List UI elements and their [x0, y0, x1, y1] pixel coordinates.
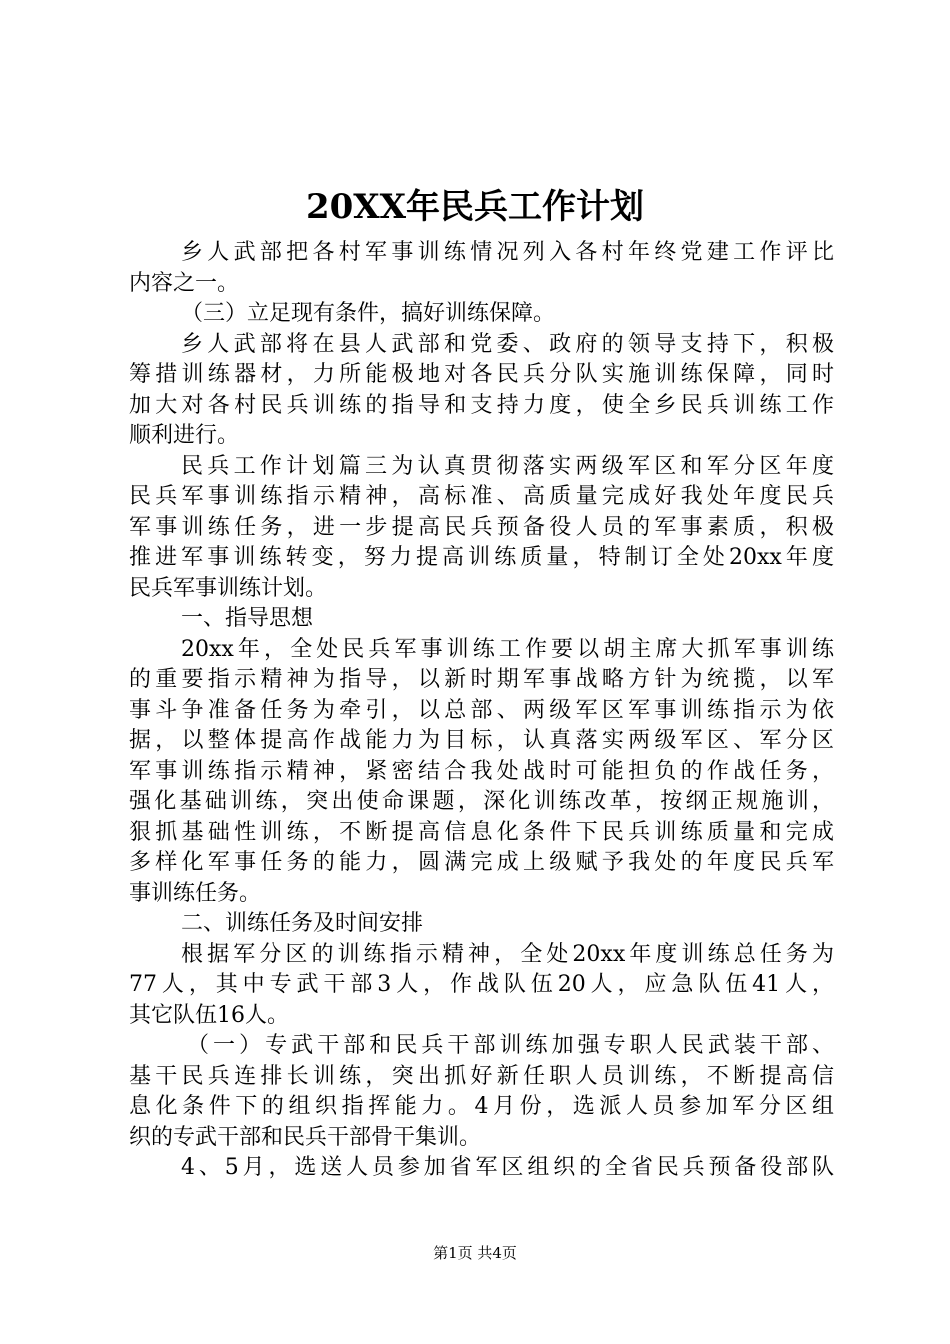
body-line: 民兵工作计划篇三为认真贯彻落实两级军区和军分区年度 [181, 453, 834, 479]
body-line: 息化条件下的组织指挥能力。4月份，选派人员参加军分区组 [129, 1094, 834, 1119]
body-line: 强化基础训练，突出使命课题，深化训练改革，按纲正规施训， [129, 789, 834, 814]
body-line: 乡人武部把各村军事训练情况列入各村年终党建工作评比 [181, 240, 834, 265]
body-line: 织的专武干部和民兵干部骨干集训。 [129, 1124, 482, 1150]
section-heading: 二、训练任务及时间安排 [181, 911, 424, 936]
document-body [129, 238, 834, 1184]
body-line: 军事训练任务，进一步提高民兵预备役人员的军事素质，积极 [129, 514, 834, 540]
body-line: 20xx年，全处民兵军事训练工作要以胡主席大抓军事训练 [181, 636, 834, 662]
body-line: 加大对各村民兵训练的指导和支持力度，使全乡民兵训练工作 [129, 392, 834, 418]
body-line: 狠抓基础性训练，不断提高信息化条件下民兵训练质量和完成 [129, 819, 834, 845]
body-line: 推进军事训练转变，努力提高训练质量，特制订全处20xx年度 [129, 545, 834, 570]
body-line: 根据军分区的训练指示精神，全处20xx年度训练总任务为 [181, 941, 834, 967]
body-line: 军事训练指示精神，紧密结合我处战时可能担负的作战任务， [129, 758, 834, 784]
body-line: 多样化军事任务的能力，圆满完成上级赋予我处的年度民兵军 [129, 850, 834, 875]
body-line: 据，以整体提高作战能力为目标，认真落实两级军区、军分区 [129, 728, 834, 753]
body-line: 乡人武部将在县人武部和党委、政府的领导支持下，积极 [181, 331, 834, 357]
body-line: （一）专武干部和民兵干部训练加强专职人民武装干部、 [187, 1033, 834, 1058]
body-line: 内容之一。 [129, 270, 240, 296]
body-line: 事斗争准备任务为牵引，以总部、两级军区军事训练指示为依 [129, 697, 834, 723]
body-line: 民兵军事训练指示精神，高标准、高质量完成好我处年度民兵 [129, 484, 834, 509]
body-line: 77人，其中专武干部3人，作战队伍20人，应急队伍41人， [129, 972, 834, 997]
body-line: 顺利进行。 [129, 423, 240, 448]
page-footer: 第1页 共4页 [433, 1244, 517, 1262]
body-line: 事训练任务。 [129, 880, 262, 906]
body-line: 筹措训练器材，力所能极地对各民兵分队实施训练保障，同时 [129, 362, 834, 387]
document-title: 20XX年民兵工作计划 [305, 187, 645, 227]
body-line: 民兵军事训练计划。 [129, 575, 328, 601]
body-line: 的重要指示精神为指导，以新时期军事战略方针为统揽，以军 [129, 667, 834, 692]
body-line: 其它队伍16人。 [129, 1002, 289, 1028]
body-line: 4、5月，选送人员参加省军区组织的全省民兵预备役部队 [181, 1155, 834, 1180]
body-line: 基干民兵连排长训练，突出抓好新任职人员训练，不断提高信 [129, 1063, 834, 1089]
section-heading: （三）立足现有条件，搞好训练保障。 [181, 301, 556, 326]
section-heading: 一、指导思想 [181, 606, 314, 631]
